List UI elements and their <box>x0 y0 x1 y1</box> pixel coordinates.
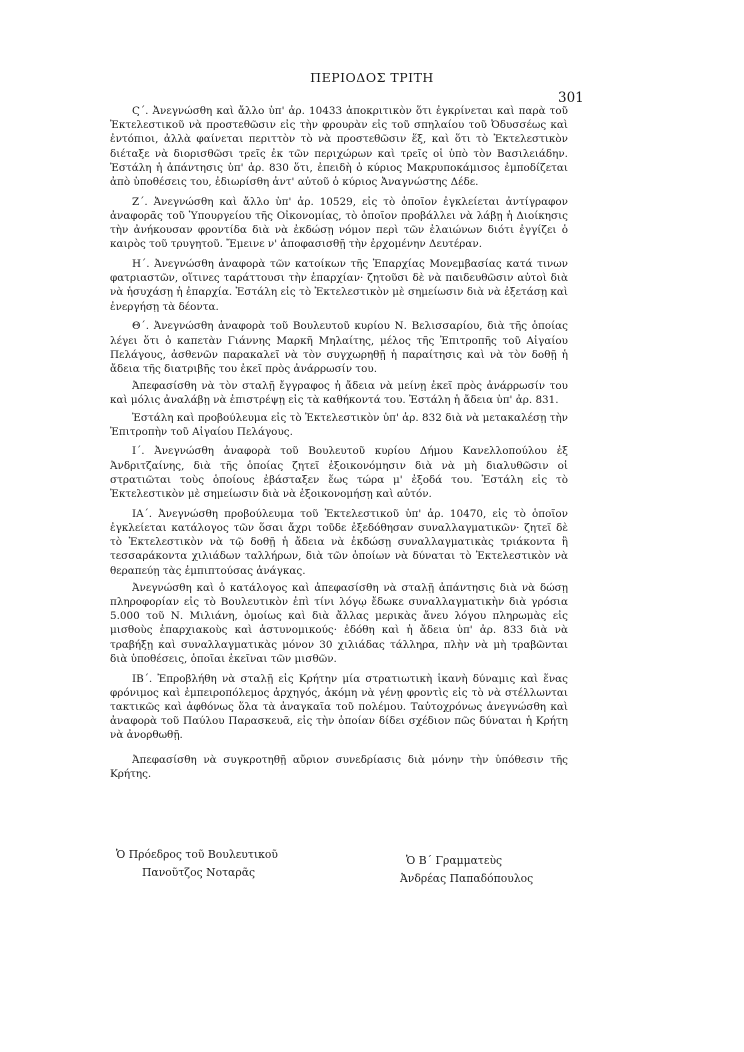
paragraph-9-resolution: Ἐστάλη καὶ προβούλευμα εἰς τὸ Ἐκτελεστικὸν ὑπ' ἀρ. 832 διὰ νὰ μετακαλέσῃ τὴν Ἐπιτροπὴν τοῦ Αἰγαίου Πελάγους. <box>110 411 568 438</box>
president-signature <box>116 846 278 882</box>
paragraph-9: Θ΄. Ἀνεγνώσθη ἀναφορὰ τοῦ Βουλευτοῦ κυρίου Ν. Βελισσαρίου, διὰ τῆς ὁποίας λέγει ὅτι ὁ καπετὰν Γιάννης Μαρκῆ Μηλαίτης, μέλος τῆς Ἐπιτροπῆς τοῦ Αἰγαίου Πελάγους, ἀσθενῶν παρακαλεῖ νὰ τὸν συγχωρηθῇ ἡ παραίτησις καὶ νὰ τὸν δοθῇ ἡ ἄδεια τῆς διατριβῆς του ἐκεῖ πρὸς ἀνάρρωσίν του. <box>110 320 568 375</box>
secretary-title: Ὁ Β΄ Γραμματεὺς <box>406 854 503 867</box>
closing-decision: Ἀπεφασίσθη νὰ συγκροτηθῇ αὔριον συνεδρίασις διὰ μόνην τὴν ὑπόθεσιν τῆς Κρήτης. <box>110 753 568 780</box>
paragraph-7: Ζ΄. Ἀνεγνώσθη καὶ ἄλλο ὑπ' ἀρ. 10529, εἰς τὸ ὁποῖον ἐγκλείεται ἀντίγραφον ἀναφορᾶς τοῦ Ὑπουργείου τῆς Οἰκονομίας, τὸ ὁποῖον προβάλλει νὰ λάβῃ ἡ Διοίκησις τὴν ἀνήκουσαν φροντίδα διὰ νὰ ἐκδώσῃ νόμον περὶ τῶν ἐλαιώνων διότι ἐγγίζει ὁ καιρὸς τοῦ τρυγητοῦ. Ἔμεινε ν' ἀποφασισθῇ τὴν ἐρχομένην Δευτέραν. <box>110 195 568 251</box>
secretary-name: Ἀνδρέας Παπαδόπουλος <box>400 872 534 885</box>
paragraph-10: Ι΄. Ἀνεγνώσθη ἀναφορὰ τοῦ Βουλευτοῦ κυρίου Δήμου Κανελλοπούλου ἐξ Ἀνδριτζαίνης, διὰ τῆς ὁποίας ζητεῖ ἐξοικονόμησιν διὰ νὰ μὴ διαλυθῶσιν οἱ στρατιῶται τοὺς ὁποίους ἐβάσταξεν ἕως τώρα μ' ἐξοδά του. Ἐστάλη εἰς τὸ Ἐκτελεστικὸν μὲ σημείωσιν διὰ νὰ ἐξοικονομήσῃ καὶ αὐτόν. <box>110 445 568 501</box>
running-head: ΠΕΡΙΟΔΟΣ ΤΡΙΤΗ <box>310 70 434 85</box>
paragraph-6: Ϛ΄. Ἀνεγνώσθη καὶ ἄλλο ὑπ' ἀρ. 10433 ἀποκριτικὸν ὅτι ἐγκρίνεται καὶ παρὰ τοῦ Ἐκτελεστικοῦ νὰ προστεθῶσιν εἰς τὴν φρουρὰν εἰς τοῦ σπηλαίου τοῦ Ὀδυσσέως καὶ ἐντόπιοι, ἀλλὰ φαίνεται περιττὸν τὸ νὰ προστεθῶσιν ἕξ, καὶ ὅτι τὸ Ἐκτελεστικὸν διέταξε νὰ διορισθῶσι τρεῖς ἐκ τῶν περιχώρων καὶ τρεῖς οἱ ὑπὸ τὸν Βασιλειάδην. Ἐστάλη ἡ ἀπάντησις ὑπ' ἀρ. 830 ὅτι, ἐπειδὴ ὁ κύριος Μακρυποκάμισος ἐμποδίζεται ἀπὸ ὑποθέσεις του, ἐδιωρίσθη ἀντ' αὐτοῦ ὁ κύριος Ἀναγνώστης Δέδε. <box>110 105 568 189</box>
secretary-signature <box>400 852 533 888</box>
president-name: Πανοῦτζος Νοταρᾶς <box>142 866 256 879</box>
paragraph-8: Η΄. Ἀνεγνώσθη ἀναφορὰ τῶν κατοίκων τῆς Ἐπαρχίας Μονεμβασίας κατά τινων φατριαστῶν, οἵτινες ταράττουσι τὴν ἐπαρχίαν· ζητοῦσι δὲ νὰ παιδευθῶσιν αὐτοὶ διὰ νὰ ἡσυχάσῃ ἡ ἐπαρχία. Ἐστάλη εἰς τὸ Ἐκτελεστικὸν μὲ σημείωσιν διὰ νὰ ἐξετάσῃ καὶ ἐνεργήσῃ τὰ δέοντα. <box>110 258 568 313</box>
body-text <box>110 104 568 786</box>
paragraph-11-decision: Ἀνεγνώσθη καὶ ὁ κατάλογος καὶ ἀπεφασίσθη νὰ σταλῇ ἀπάντησις διὰ νὰ δώσῃ πληροφορίαν εἰς τὸ Βουλευτικὸν ἐπὶ τίνι λόγῳ ἔδωκε συναλλαγματικὴν διὰ γρόσια 5.000 τοῦ Ν. Μιλιάνη, ὁμοίως καὶ διὰ ἄλλας μερικὰς ἄνευ λόγου πληρωμὰς εἰς μισθοὺς ἐπαρχιακοὺς καὶ ἀστυνομικούς· ἐδόθη καὶ ἡ ἄδεια ὑπ' ἀρ. 833 διὰ νὰ τραβήξῃ καὶ συναλλαγματικὰς μόνον 30 χιλιάδας τάλληρα, πλὴν νὰ μὴ τραβῶνται διὰ ὑποθέσεις, ὁποῖαι ἐκεῖναι τῶν μισθῶν. <box>110 581 568 665</box>
paragraph-12: ΙΒ΄. Ἐπροβλήθη νὰ σταλῇ εἰς Κρήτην μία στρατιωτικὴ ἱκανὴ δύναμις καὶ ἕνας φρόνιμος καὶ ἐμπειροπόλεμος ἀρχηγός, ἀκόμη νὰ γένῃ φροντὶς εἰς τὸ νὰ στέλλωνται τακτικῶς καὶ ἀφθόνως ὅλα τὰ ἀναγκαῖα τοῦ πολέμου. Ταὐτοχρόνως ἀνεγνώσθη καὶ ἀναφορὰ τοῦ Παύλου Παρασκευᾶ, εἰς τὴν ὁποίαν δίδει σχέδιον πῶς δύναται ἡ Κρήτη νὰ ἀνορθωθῇ. <box>110 672 568 742</box>
page-number: 301 <box>558 90 584 106</box>
paragraph-9-decision: Ἀπεφασίσθη νὰ τὸν σταλῇ ἔγγραφος ἡ ἄδεια νὰ μείνῃ ἐκεῖ πρὸς ἀνάρρωσίν του καὶ μόλις ἀναλάβῃ νὰ ἐπιστρέψῃ εἰς τὰ καθήκοντά του. Ἐστάλη ἡ ἄδεια ὑπ' ἀρ. 831. <box>110 380 568 407</box>
paragraph-11: ΙΑ΄. Ἀνεγνώσθη προβούλευμα τοῦ Ἐκτελεστικοῦ ὑπ' ἀρ. 10470, εἰς τὸ ὁποῖον ἐγκλείεται κατάλογος τῶν ὅσαι ἄχρι τοῦδε ἐξεδόθησαν συναλλαγματικῶν· ζητεῖ δὲ τὸ Ἐκτελεστικὸν νὰ τῷ δοθῇ ἡ ἄδεια νὰ ἐκδώσῃ συναλλαγματικὰς τριάκοντα ἢ τεσσαράκοντα χιλιάδων ταλλήρων, διὰ τῶν ὁποίων νὰ δύναται τὸ Ἐκτελεστικὸν νὰ θεραπεύῃ τὰς ἐμπιπτούσας ἀνάγκας. <box>110 507 568 577</box>
president-title: Ὁ Πρόεδρος τοῦ Βουλευτικοῦ <box>116 848 278 861</box>
